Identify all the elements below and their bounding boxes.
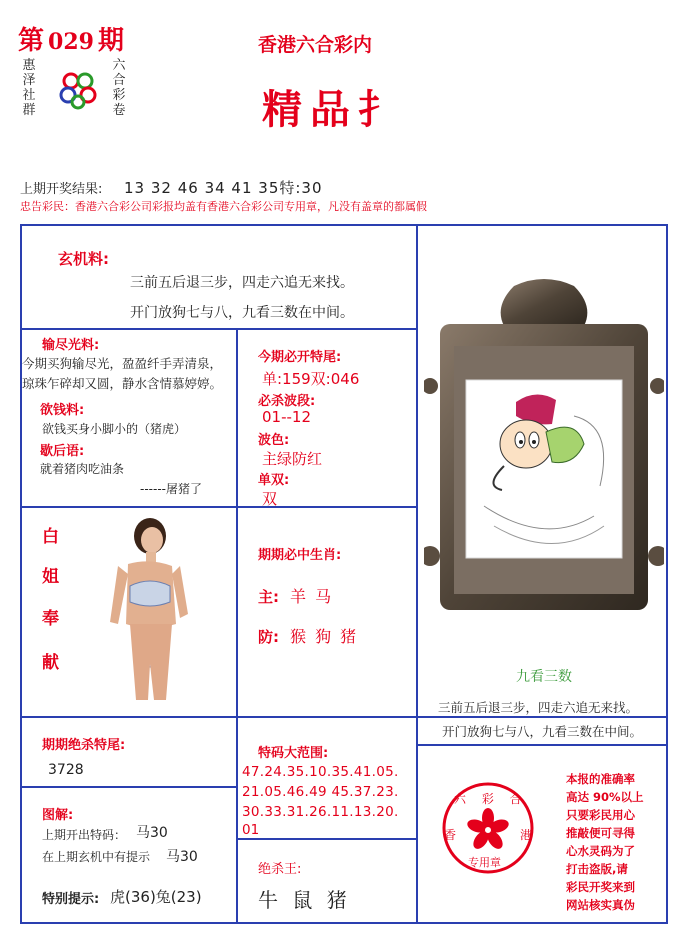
border-top (20, 224, 668, 226)
main-title: 精品扌 (262, 86, 406, 133)
ad-line-6: 打击盗版,请 (566, 862, 628, 876)
ad-line-2: 高达 90%以上 (566, 790, 644, 804)
issue-number: 029 (48, 29, 94, 55)
special-label: 特别提示: (42, 892, 100, 907)
ad-line-1: 本报的准确率 (566, 772, 635, 786)
ad-line-4: 推敲便可寻得 (566, 826, 635, 840)
stamp-bottom-text: 专用章 (468, 856, 501, 869)
special-value: 虎(36)兔(23) (110, 888, 202, 906)
ad-text-block (566, 770, 644, 914)
ad-line-3: 只要彩民用心 (566, 808, 635, 822)
divider-mid (236, 328, 238, 922)
border-right (666, 224, 668, 924)
model-image (98, 514, 198, 704)
yuqian-text: 欲钱买身小脚小的（猪虎） (42, 422, 187, 436)
jueshao-wang-label: 绝杀王: (258, 862, 302, 877)
tewei-label: 今期必开特尾: (258, 350, 342, 365)
tema-range-line1: 47.24.35.10.35.41.05. (242, 764, 399, 780)
zodiac-guard-label: 防: (258, 628, 279, 646)
ad-line-8: 网站核实真伪 (566, 898, 635, 912)
tema-range-line4: 01 (242, 822, 260, 838)
divider-row3 (20, 716, 668, 718)
divider-row2 (20, 506, 418, 508)
zodiac-main-value: 羊 马 (290, 587, 334, 606)
border-bottom (20, 922, 668, 924)
shujin-line2: 琼珠乍碎却又圆，静水含情慕婷婷。 (22, 376, 223, 391)
ornate-frame-image (424, 276, 664, 616)
zodiac-guard-value: 猴 狗 猪 (290, 627, 359, 646)
danshuang-value: 双 (262, 490, 278, 508)
xiehou-label: 歇后语: (40, 444, 85, 459)
bose-label: 波色: (258, 433, 290, 448)
xuanji-label: 玄机料: (58, 250, 109, 268)
issue-suffix: 期 (97, 26, 124, 56)
boduan-value: 01--12 (262, 408, 311, 426)
tema-range-line2: 21.05.46.49 45.37.23. (242, 784, 399, 800)
zodiac-main-label: 主: (258, 588, 279, 606)
divider-xuanji (20, 328, 418, 330)
beauty-char-1: 白 (42, 527, 59, 547)
tewei-value: 单:159双:046 (262, 370, 360, 388)
stamp-left-text: 香 (444, 828, 457, 842)
danshuang-label: 单双: (258, 473, 290, 488)
tujie-row2-label: 在上期玄机中有提示 (42, 850, 151, 864)
right-verse-line1: 三前五后退三步，四走六追无来找。 (438, 700, 639, 715)
xiehou-signature: ------屠猪了 (140, 482, 202, 496)
ad-line-5: 心水灵码为了 (566, 844, 635, 858)
shujin-line1: 今期买狗输尽光，盈盈纤手弄清泉， (22, 356, 223, 371)
vertical-left-text: 惠 泽 社 群 (22, 58, 36, 118)
beauty-char-3: 奉 (42, 609, 59, 629)
tema-range-label: 特码大范围: (258, 746, 329, 761)
issue-title (18, 20, 124, 57)
tujie-row1-label: 上期开出特码： (42, 828, 127, 842)
subtitle: 香港六合彩内 (258, 34, 373, 56)
xuanji-line1: 三前五后退三步，四走六追无来找。 (130, 275, 354, 291)
xiehou-text: 就着猪肉吃油条 (40, 462, 125, 476)
tujie-label: 图解: (42, 808, 74, 823)
beauty-char-2: 姐 (42, 567, 59, 587)
tujie-row1-value: 马30 (136, 825, 168, 841)
notice-text: 忠告彩民：香港六合彩公司彩报均盖有香港六合彩公司专用章，凡没有盖章的都属假 (20, 200, 427, 213)
issue-prefix: 第 (18, 26, 45, 56)
divider-jueshao (20, 786, 238, 788)
divider-verse (416, 744, 668, 746)
divider-range (236, 838, 418, 840)
beauty-char-4: 献 (42, 653, 59, 673)
xuanji-line2: 开门放狗七与八，九看三数在中间。 (130, 305, 354, 321)
results-label: 上期开奖结果: (20, 182, 103, 197)
vertical-right-text: 六 合 彩 卷 (112, 58, 126, 118)
ad-line-7: 彩民开奖来到 (566, 880, 635, 894)
bose-value: 主绿防红 (262, 450, 323, 468)
frame-caption: 九看三数 (516, 669, 572, 685)
jueshao-value: 3728 (48, 762, 84, 778)
shujin-label: 输尽光料: (42, 338, 100, 353)
yuqian-label: 欲钱料: (40, 403, 85, 418)
jueshao-wang-value: 牛 鼠 猪 (258, 888, 351, 912)
boduan-label: 必杀波段: (258, 394, 316, 409)
right-verse-line2: 开门放狗七与八，九看三数在中间。 (442, 724, 643, 739)
zodiac-label: 期期必中生肖: (258, 548, 342, 563)
tema-range-line3: 30.33.31.26.11.13.20. (242, 804, 399, 820)
tujie-row2-value: 马30 (166, 849, 198, 865)
stamp-top-text: 六 彩 合 (454, 792, 528, 806)
results-numbers: 13 32 46 34 41 35特:30 (124, 179, 323, 197)
jueshao-label: 期期绝杀特尾: (42, 738, 126, 753)
stamp-right-text: 港 (520, 828, 533, 842)
lottery-logo (58, 70, 98, 110)
